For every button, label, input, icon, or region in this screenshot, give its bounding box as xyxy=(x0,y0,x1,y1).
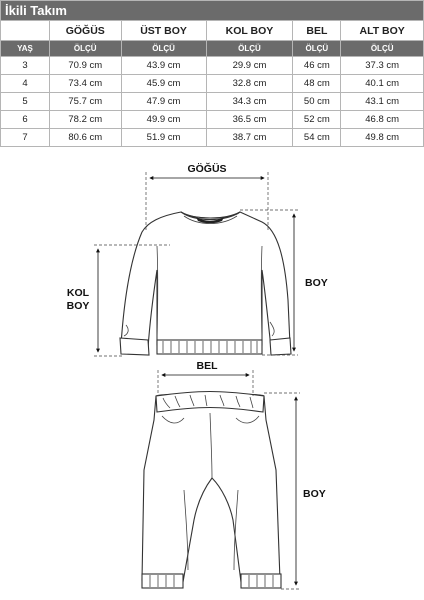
table-cell: 7 xyxy=(1,129,50,147)
table-cell: 3 xyxy=(1,57,50,75)
table-cell: 51.9 cm xyxy=(121,129,206,147)
table-cell: 34.3 cm xyxy=(206,93,293,111)
size-table xyxy=(0,0,424,147)
table-cell: 45.9 cm xyxy=(121,75,206,93)
table-row xyxy=(1,93,424,111)
table-cell: 4 xyxy=(1,75,50,93)
table-cell: 54 cm xyxy=(293,129,341,147)
table-cell: 78.2 cm xyxy=(50,111,122,129)
table-cell: 70.9 cm xyxy=(50,57,122,75)
sleeve-label-line1: KOL xyxy=(66,287,90,299)
table-cell: 49.8 cm xyxy=(341,129,424,147)
header-cell: KOL BOY xyxy=(206,21,293,41)
sleeve-label-line2: BOY xyxy=(66,300,90,312)
table-cell: 46 cm xyxy=(293,57,341,75)
table-cell: 80.6 cm xyxy=(50,129,122,147)
bottom-length-label: BOY xyxy=(303,488,326,500)
header-cell: ÜST BOY xyxy=(121,21,206,41)
subheader-row xyxy=(1,41,424,57)
table-cell: 47.9 cm xyxy=(121,93,206,111)
chest-label: GÖĞÜS xyxy=(187,163,227,175)
header-cell: GÖĞÜS xyxy=(50,21,122,41)
pants-drawing xyxy=(142,392,281,589)
table-cell: 40.1 cm xyxy=(341,75,424,93)
table-cell: 43.1 cm xyxy=(341,93,424,111)
table-cell: 43.9 cm xyxy=(121,57,206,75)
sweatshirt-drawing xyxy=(120,212,291,355)
table-cell: 37.3 cm xyxy=(341,57,424,75)
subheader-cell: ÖLÇÜ xyxy=(293,41,341,57)
table-row xyxy=(1,75,424,93)
garment-diagram xyxy=(0,160,424,600)
subheader-cell: ÖLÇÜ xyxy=(341,41,424,57)
table-cell: 52 cm xyxy=(293,111,341,129)
header-row xyxy=(1,21,424,41)
table-cell: 5 xyxy=(1,93,50,111)
header-cell: BEL xyxy=(293,21,341,41)
table-cell: 38.7 cm xyxy=(206,129,293,147)
subheader-cell: YAŞ xyxy=(1,41,50,57)
waist-label: BEL xyxy=(196,360,218,372)
table-cell: 49.9 cm xyxy=(121,111,206,129)
waist-measurement xyxy=(158,360,253,396)
table-cell: 36.5 cm xyxy=(206,111,293,129)
top-length-label: BOY xyxy=(305,277,328,289)
header-cell xyxy=(1,21,50,41)
table-cell: 6 xyxy=(1,111,50,129)
table-cell: 75.7 cm xyxy=(50,93,122,111)
table-cell: 48 cm xyxy=(293,75,341,93)
subheader-cell: ÖLÇÜ xyxy=(50,41,122,57)
table-cell: 50 cm xyxy=(293,93,341,111)
table-row xyxy=(1,57,424,75)
table-cell: 46.8 cm xyxy=(341,111,424,129)
subheader-cell: ÖLÇÜ xyxy=(121,41,206,57)
table-cell: 32.8 cm xyxy=(206,75,293,93)
table-cell: 29.9 cm xyxy=(206,57,293,75)
subheader-cell: ÖLÇÜ xyxy=(206,41,293,57)
table-row xyxy=(1,111,424,129)
header-cell: ALT BOY xyxy=(341,21,424,41)
table-row xyxy=(1,129,424,147)
table-title: İkili Takım xyxy=(1,1,424,21)
table-cell: 73.4 cm xyxy=(50,75,122,93)
